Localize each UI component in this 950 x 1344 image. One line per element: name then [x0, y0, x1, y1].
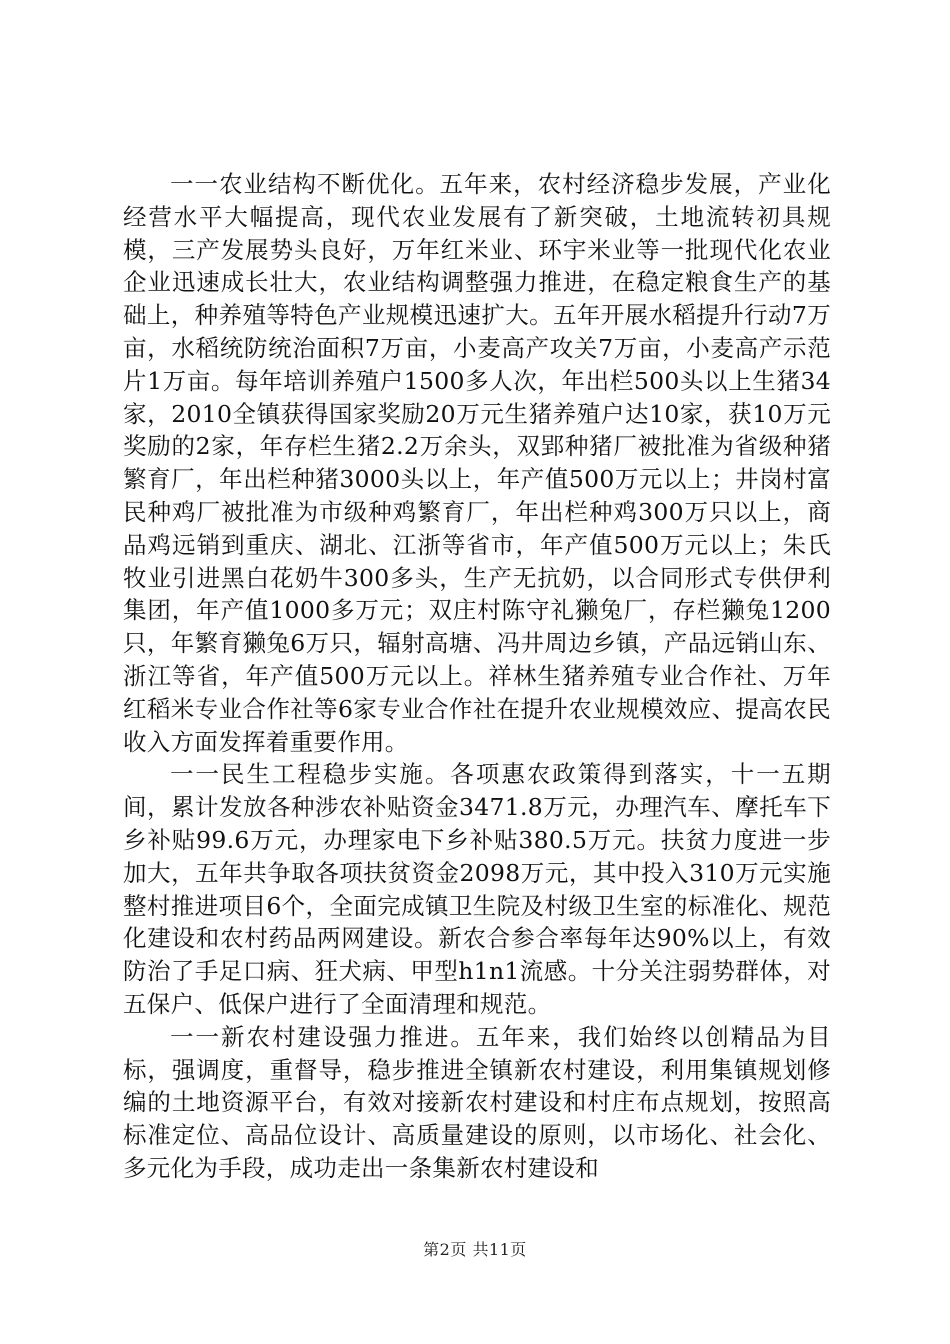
- body-text: [123, 168, 831, 1185]
- page-footer: 第2页 共11页: [423, 1240, 527, 1259]
- paragraph-agriculture: 一一农业结构不断优化。五年来，农村经济稳步发展，产业化经营水平大幅提高，现代农业发展有了新突破，土地流转初具规模，三产发展势头良好，万年红米业、环宇米业等一批现代化农业企业迅速成长壮大，农业结构调整强力推进，在稳定粮食生产的基础上，种养殖等特色产业规模迅速扩大。五年开展水稻提升行动7万亩，水稻统防统治面积7万亩，小麦高产攻关7万亩，小麦高产示范片1万亩。每年培训养殖户1500多人次，年出栏500头以上生猪34家，2010全镇获得国家奖励20万元生猪养殖户达10家，获10万元奖励的2家，年存栏生猪2.2万余头，双郢种猪厂被批准为省级种猪繁育厂，年出栏种猪3000头以上，年产值500万元以上；井岗村富民种鸡厂被批准为市级种鸡繁育厂，年出栏种鸡300万只以上，商品鸡远销到重庆、湖北、江浙等省市，年产值500万元以上；朱氏牧业引进黑白花奶牛300多头，生产无抗奶，以合同形式专供伊利集团，年产值1000多万元；双庄村陈守礼獭兔厂，存栏獭兔1200只，年繁育獭兔6万只，辐射高塘、冯井周边乡镇，产品远销山东、浙江等省，年产值500万元以上。祥林生猪养殖专业合作社、万年红稻米专业合作社等6家专业合作社在提升农业规模效应、提高农民收入方面发挥着重要作用。: [123, 170, 831, 756]
- paragraph-livelihood: 一一民生工程稳步实施。各项惠农政策得到落实，十一五期间，累计发放各种涉农补贴资金3471.8万元，办理汽车、摩托车下乡补贴99.6万元，办理家电下乡补贴380.5万元。扶贫力度进一步加大，五年共争取各项扶贫资金2098万元，其中投入310万元实施整村推进项目6个，全面完成镇卫生院及村级卫生室的标准化、规范化建设和农村药品两网建设。新农合参合率每年达90%以上，有效防治了手足口病、狂犬病、甲型h1n1流感。十分关注弱势群体，对五保户、低保户进行了全面清理和规范。: [123, 760, 831, 1018]
- paragraph-new-countryside: 一一新农村建设强力推进。五年来，我们始终以创精品为目标，强调度，重督导，稳步推进全镇新农村建设，利用集镇规划修编的土地资源平台，有效对接新农村建设和村庄布点规划，按照高标准定位、高品位设计、高质量建设的原则，以市场化、社会化、多元化为手段，成功走出一条集新农村建设和: [123, 1022, 831, 1182]
